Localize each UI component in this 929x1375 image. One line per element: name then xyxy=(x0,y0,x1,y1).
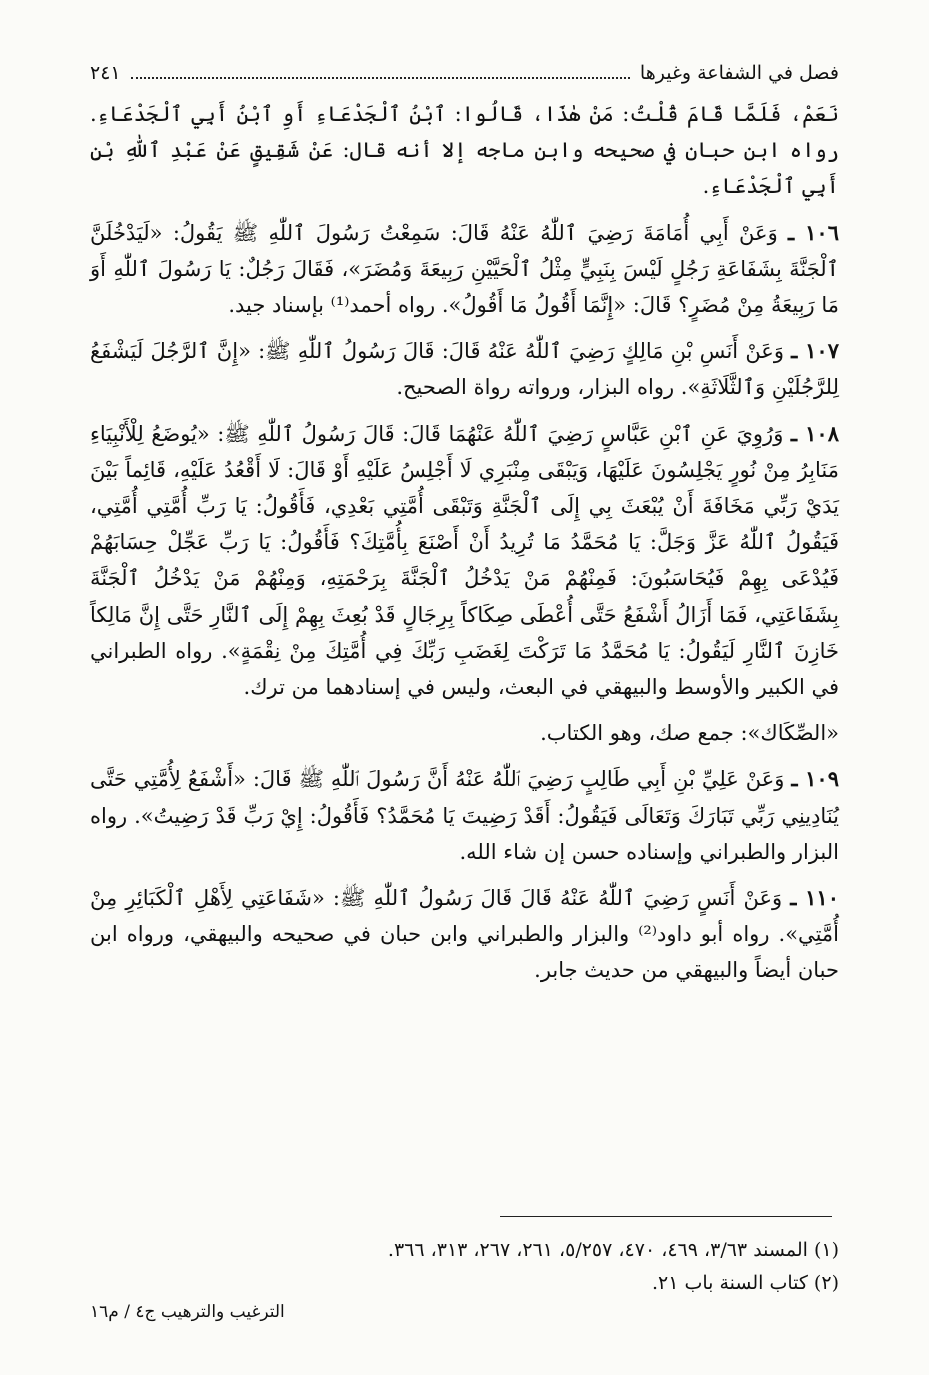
footnote-divider xyxy=(500,1216,832,1217)
paragraph-text: وَعَنْ أَبِي أُمَامَةَ رَضِيَ ٱللّٰهُ عَنْهُ قَالَ: سَمِعْتُ رَسُولَ ٱللّٰهِ ﷺ يَقُولُ: «لَيَدْخُلَنَّ ٱلْجَنَّةَ بِشَفَاعَةِ رَجُلٍ لَيْسَ بِنَبِيٍّ مِثْلُ ٱلْحَيَّيْنِ رَبِيعَةَ وَمُضَرَ»، فَقَالَ رَجُلٌ: يَا رَسُولَ ٱللّٰهِ أَوَ مَا رَبِيعَةُ مِنْ مُضَرٍ؟ قَالَ: «إِنَّمَا أَقُولُ مَا أَقُولُ». رواه أحمد⁽¹⁾ بإسناد جيد. xyxy=(90,220,839,318)
leader-dots xyxy=(131,65,630,79)
hadith-107 xyxy=(90,333,839,405)
paragraph-text: وَرُوِيَ عَنِ ٱبْنِ عَبَّاسٍ رَضِيَ ٱللّٰهُ عَنْهُمَا قَالَ: قَالَ رَسُولُ ٱللّٰهِ ﷺ: «يُوضَعُ لِلْأَنْبِيَاءِ مَنَابِرُ مِنْ نُورٍ يَجْلِسُونَ عَلَيْهَا، وَيَبْقَى مِنْبَرِي لَا أَجْلِسُ عَلَيْهِ أَوْ قَالَ: لَا أَقْعُدُ عَلَيْهِ، قَائِماً بَيْنَ يَدَيْ رَبِّي مَخَافَةَ أَنْ يُبْعَثَ بِي إِلَى ٱلْجَنَّةِ وَتَبْقَى أُمَّتِي بَعْدِي، فَأَقُولُ: يَا رَبِّ أُمَّتِي أُمَّتِي، فَيَقُولُ ٱللّٰهُ عَزَّ وَجَلَّ: يَا مُحَمَّدُ مَا تُرِيدُ أَنْ أَصْنَعَ بِأُمَّتِكَ؟ فَأَقُولُ: يَا رَبِّ عَجِّلْ حِسَابَهُمْ فَيُدْعَى بِهِمْ فَيُحَاسَبُونَ: فَمِنْهُمْ مَنْ يَدْخُلُ ٱلْجَنَّةَ بِرَحْمَتِهِ، وَمِنْهُمْ مَنْ يَدْخُلُ ٱلْجَنَّةَ بِشَفَاعَتِي، فَمَا أَزَالُ أَشْفَعُ حَتَّى أُعْطَى صِكَاكاً بِرِجَالٍ قَدْ بُعِثَ بِهِمْ إِلَى ٱلنَّارِ حَتَّى إِنَّ مَالِكاً خَازِنَ ٱلنَّارِ لَيَقُولُ: يَا مُحَمَّدُ مَا تَرَكْتَ لِغَضَبِ رَبِّكَ فِي أُمَّتِكَ مِنْ نِقْمَةٍ». رواه الطبراني في الكبير والأوسط والبيهقي في البعث، وليس في إسنادهما من ترك. xyxy=(90,421,839,700)
hadith-number: ١٠٦ ـ xyxy=(788,219,839,245)
gloss-note xyxy=(90,715,839,751)
paragraph-continuation xyxy=(90,96,839,205)
chapter-title: فصل في الشفاعة وغيرها xyxy=(639,62,839,84)
page-number: ٢٤١ xyxy=(90,62,121,84)
hadith-number: ١٠٨ ـ xyxy=(790,420,839,446)
hadith-number: ١٠٩ ـ xyxy=(791,766,839,792)
footnote-1: (١) المسند ٣/٦٣، ٤٦٩، ٤٧٠، ٥/٢٥٧، ٢٦١، ٢٦٧، ٣١٣، ٣٦٦. xyxy=(387,1239,839,1261)
paragraph-text: نَعَمْ، فَلَمَّا قَامَ قُلْتُ: مَنْ هٰذَا، قَالُوا: ٱبْنُ ٱلْجَدْعَاءِ أَوِ ٱبْنُ أَبِي ٱلْجَدْعَاءِ. رواه ابن حبان في صحيحه وابن ماجه إلا أنه قال: عَنْ شَقِيقٍ عَنْ عَبْدِ ٱللّٰهِ بْنِ أَبِي ٱلْجَدْعَاءِ. xyxy=(90,102,839,199)
signature-mark: الترغيب والترهيب ج٤ / م١٦ xyxy=(90,1302,285,1322)
hadith-106 xyxy=(90,215,839,324)
hadith-number: ١١٠ ـ xyxy=(790,885,839,911)
paragraph-text: «الصِّكَاك»: جمع صك، وهو الكتاب. xyxy=(540,721,839,746)
main-text xyxy=(90,96,839,989)
paragraph-text: وَعَنْ أَنَسِ بْنِ مَالِكٍ رَضِيَ ٱللّٰهُ عَنْهُ قَالَ: قَالَ رَسُولُ ٱللّٰهِ ﷺ: «إِنَّ ٱلرَّجُلَ لَيَشْفَعُ لِلرَّجُلَيْنِ وَٱلثَّلَاثَةِ». رواه البزار، ورواته رواة الصحيح. xyxy=(90,339,839,400)
hadith-number: ١٠٧ ـ xyxy=(791,338,839,364)
hadith-109 xyxy=(90,761,839,870)
running-header xyxy=(90,62,839,96)
hadith-110 xyxy=(90,880,839,989)
paragraph-text: وَعَنْ أَنَسٍ رَضِيَ ٱللّٰهُ عَنْهُ قَالَ قَالَ رَسُولُ ٱللّٰهِ ﷺ: «شَفَاعَتِي لِأَهْلِ ٱلْكَبَائِرِ مِنْ أُمَّتِي». رواه أبو داود⁽²⁾ والبزار والطبراني وابن حبان في صحيحه والبيهقي، ورواه ابن حبان أيضاً والبيهقي من حديث جابر. xyxy=(90,886,839,983)
paragraph-text: وَعَنْ عَلِيِّ بْنِ أَبِي طَالِبٍ رَضِيَ ٱللّٰهُ عَنْهُ أَنَّ رَسُولَ ٱللّٰهِ ﷺ قَالَ: «أَشْفَعُ لِأُمَّتِي حَتَّى يُنَادِينِي رَبِّي تَبَارَكَ وَتَعَالَى فَيَقُولُ: أَقَدْ رَضِيتَ يَا مُحَمَّدُ؟ فَأَقُولُ: إِيْ رَبِّ قَدْ رَضِيتُ». رواه البزار والطبراني وإسناده حسن إن شاء الله. xyxy=(90,767,839,864)
footnotes xyxy=(90,1234,839,1300)
footnote-2: (٢) كتاب السنة باب ٢١. xyxy=(651,1272,839,1294)
hadith-108 xyxy=(90,416,839,706)
